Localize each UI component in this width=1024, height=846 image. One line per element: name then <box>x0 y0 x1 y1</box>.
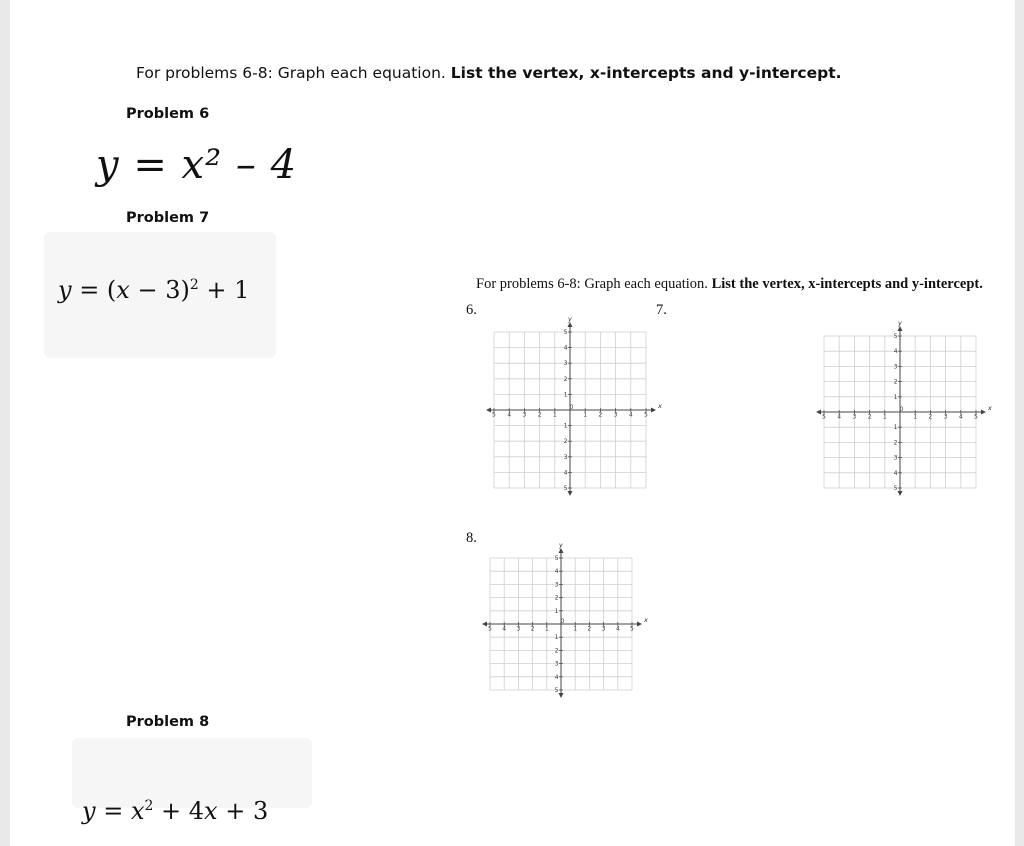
worksheet-page <box>10 0 1015 846</box>
x-axis-label: x <box>658 402 662 410</box>
x-tick-label: 5 <box>974 414 978 421</box>
x-axis-arrow-icon <box>637 622 642 627</box>
instructions-normal: For problems 6-8: Graph each equation. <box>136 64 446 82</box>
y-tick-label: 2 <box>554 648 559 655</box>
instructions-bold: List the vertex, x-intercepts and y-intercept. <box>450 64 842 82</box>
y-tick-label: 1 <box>893 425 898 432</box>
x-tick-label: 3 <box>522 412 527 419</box>
y-tick-label: 5 <box>893 334 898 340</box>
x-tick-label: 4 <box>615 626 620 633</box>
embedded-instructions-bold: List the vertex, x-intercepts and y-intercept. <box>711 276 983 292</box>
y-tick-label: 5 <box>563 330 568 336</box>
problem-8-label: Problem 8 <box>126 714 210 730</box>
x-tick-label: 2 <box>867 414 872 421</box>
y-axis-label: y <box>898 319 902 327</box>
x-tick-label: 2 <box>530 626 535 633</box>
y-tick-label: 5 <box>563 486 568 492</box>
x-tick-label: 1 <box>573 626 578 633</box>
x-axis-label: x <box>644 616 648 624</box>
x-tick-label: 3 <box>516 626 521 633</box>
x-tick-label: 5 <box>492 412 496 419</box>
x-axis-arrow-icon <box>651 408 656 413</box>
x-axis-arrow-left-icon <box>816 410 821 415</box>
y-axis-arrow-down-icon <box>898 491 903 496</box>
x-tick-label: 1 <box>882 414 887 421</box>
x-axis-arrow-icon <box>981 410 986 415</box>
embedded-instructions-normal: For problems 6-8: Graph each equation. <box>476 276 708 292</box>
y-tick-label: 3 <box>563 361 568 368</box>
graph-6-number: 6. <box>466 302 477 318</box>
embedded-instructions <box>476 276 983 293</box>
x-tick-label: 4 <box>502 626 507 633</box>
x-tick-label: 2 <box>587 626 592 633</box>
y-tick-label: 3 <box>554 661 559 668</box>
x-tick-label: 4 <box>507 412 512 419</box>
y-tick-label: 4 <box>563 470 568 477</box>
problem-6-label: Problem 6 <box>126 106 210 122</box>
y-tick-label: 5 <box>554 556 559 562</box>
x-tick-label: 2 <box>598 412 603 419</box>
y-tick-label: 4 <box>893 349 898 356</box>
y-tick-label: 1 <box>554 635 559 642</box>
y-tick-label: 5 <box>554 688 559 694</box>
y-axis-arrow-down-icon <box>568 491 573 496</box>
y-tick-label: 2 <box>554 595 559 602</box>
y-tick-label: 1 <box>554 608 559 615</box>
problem-7-label: Problem 7 <box>126 210 210 226</box>
y-axis-arrow-down-icon <box>559 693 564 698</box>
y-axis-label: y <box>568 315 572 323</box>
x-tick-label: 0 <box>560 619 565 625</box>
x-tick-label: 4 <box>628 412 633 419</box>
x-tick-label: 3 <box>601 626 606 633</box>
coordinate-grid-7 <box>810 319 992 496</box>
y-tick-label: 1 <box>563 392 568 399</box>
x-tick-label: 1 <box>583 412 588 419</box>
x-tick-label: 5 <box>644 412 648 419</box>
x-tick-label: 4 <box>958 414 963 421</box>
y-tick-label: 3 <box>893 364 898 371</box>
x-tick-label: 4 <box>837 414 842 421</box>
x-tick-label: 1 <box>544 626 549 633</box>
x-tick-label: 3 <box>852 414 857 421</box>
y-tick-label: 2 <box>893 379 898 386</box>
x-tick-label: 0 <box>569 405 574 411</box>
x-tick-label: 1 <box>552 412 557 419</box>
y-tick-label: 1 <box>893 394 898 401</box>
x-axis-arrow-left-icon <box>486 408 491 413</box>
x-tick-label: 5 <box>822 414 826 421</box>
problem-8-equation: $y = x^2 + 4x + 3$ <box>82 797 269 825</box>
y-tick-label: 4 <box>554 674 559 681</box>
y-tick-label: 3 <box>554 582 559 589</box>
x-tick-label: 5 <box>488 626 492 633</box>
x-tick-label: 1 <box>913 414 918 421</box>
x-tick-label: 5 <box>630 626 634 633</box>
x-tick-label: 3 <box>613 412 618 419</box>
x-axis-label: x <box>988 404 992 412</box>
x-axis-arrow-left-icon <box>482 622 487 627</box>
problem-7-equation-text <box>10 0 11 1</box>
y-tick-label: 4 <box>563 345 568 352</box>
y-tick-label: 2 <box>563 376 568 383</box>
y-axis-label: y <box>559 541 563 549</box>
x-tick-label: 3 <box>943 414 948 421</box>
graph-7-number: 7. <box>656 302 667 318</box>
x-tick-label: 2 <box>537 412 542 419</box>
y-tick-label: 2 <box>563 439 568 446</box>
y-tick-label: 1 <box>563 423 568 430</box>
problem-6-equation: y = x² – 4 <box>96 142 298 188</box>
instructions <box>136 64 842 82</box>
y-tick-label: 4 <box>554 569 559 576</box>
x-tick-label: 0 <box>899 407 904 413</box>
coordinate-grid-8 <box>476 541 648 698</box>
coordinate-grid-6 <box>480 315 662 496</box>
problem-7-equation: $y = (x - 3)^2 + 1$ <box>58 276 250 304</box>
graph-8-number: 8. <box>466 530 477 546</box>
y-tick-label: 4 <box>893 470 898 477</box>
y-tick-label: 2 <box>893 440 898 447</box>
y-tick-label: 5 <box>893 486 898 492</box>
y-tick-label: 3 <box>893 455 898 462</box>
x-tick-label: 2 <box>928 414 933 421</box>
y-tick-label: 3 <box>563 454 568 461</box>
